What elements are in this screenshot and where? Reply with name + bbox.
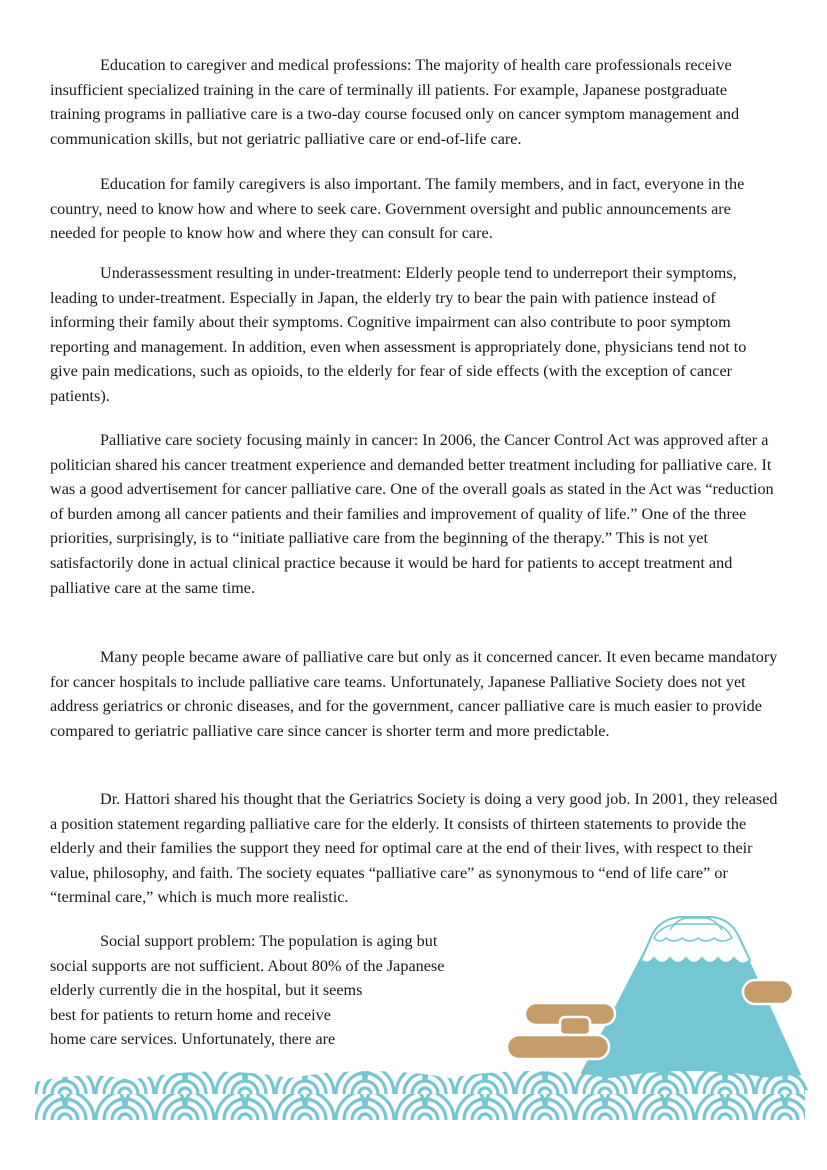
paragraph-text: Many people became aware of palliative care but only as it concerned cancer. It even became mandatory for cancer hospitals to include palliative care teams. Unfortunately, Japanese Palliative Society does not yet address geriatrics or chronic diseases, and for the government, cancer palliative care is much easier to provide compared to geriatric palliative care since cancer is shorter term and more predictable. (50, 648, 778, 740)
text-line: home care services. Unfortunately, there are (50, 1030, 336, 1049)
seigaiha-wave-pattern (35, 1071, 805, 1120)
text-line: best for patients to return home and receive (50, 1005, 331, 1024)
paragraph-text: Palliative care society focusing mainly in cancer: In 2006, the Cancer Control Act was approved after a politician shared his cancer treatment experience and demanded better treatment including for palliative care. It was a good advertisement for cancer palliative care. One of the overall goals as stated in the Act was “reduction of burden among all cancer patients and their families and improvement of quality of life.” One of the three priorities, surprisingly, is to “initiate palliative care from the beginning of the therapy.” This is not yet satisfactorily done in actual clinical practice because it would be hard for patients to accept treatment and palliative care at the same time. (50, 431, 774, 597)
paragraph-text: Education for family caregivers is also important. The family members, and in fact, everyone in the country, need to know how and where to seek care. Government oversight and public announcements are needed for people to know how and where they can consult for care. (50, 175, 745, 243)
paragraph-text: Underassessment resulting in under-treatment: Elderly people tend to underreport their symptoms, leading to under-treatment. Especially in Japan, the elderly try to bear the pain with patience instead of informing their family about their symptoms. Cognitive impairment can also contribute to poor symptom reporting and management. In addition, even when assessment is appropriately done, physicians tend not to give pain medications, such as opioids, to the elderly for fear of side effects (with the exception of cancer patients). (50, 264, 747, 405)
text-line: Social support problem: The population is aging but (100, 932, 438, 950)
paragraph-text: Education to caregiver and medical professions: The majority of health care professionals receive insufficient specialized training in the care of terminally ill patients. For example, Japanese postgraduate training programs in palliative care is a two-day course focused only on cancer symptom management and communication skills, but not geriatric palliative care or end-of-life care. (50, 56, 740, 148)
paragraph-text: Dr. Hattori shared his thought that the Geriatrics Society is doing a very good job. In 2001, they released a position statement regarding palliative care for the elderly. It consists of thirteen statements to provide the elderly and their families the support they need for optimal care at the end of their lives, with respect to their value, philosophy, and faith. The society equates “palliative care” as synonymous to “end of life care” or “terminal care,” which is much more realistic. (50, 790, 778, 907)
text-line: elderly currently die in the hospital, but it seems (50, 981, 363, 1000)
text-line: social supports are not sufficient. About 80% of the Japanese (50, 956, 445, 975)
